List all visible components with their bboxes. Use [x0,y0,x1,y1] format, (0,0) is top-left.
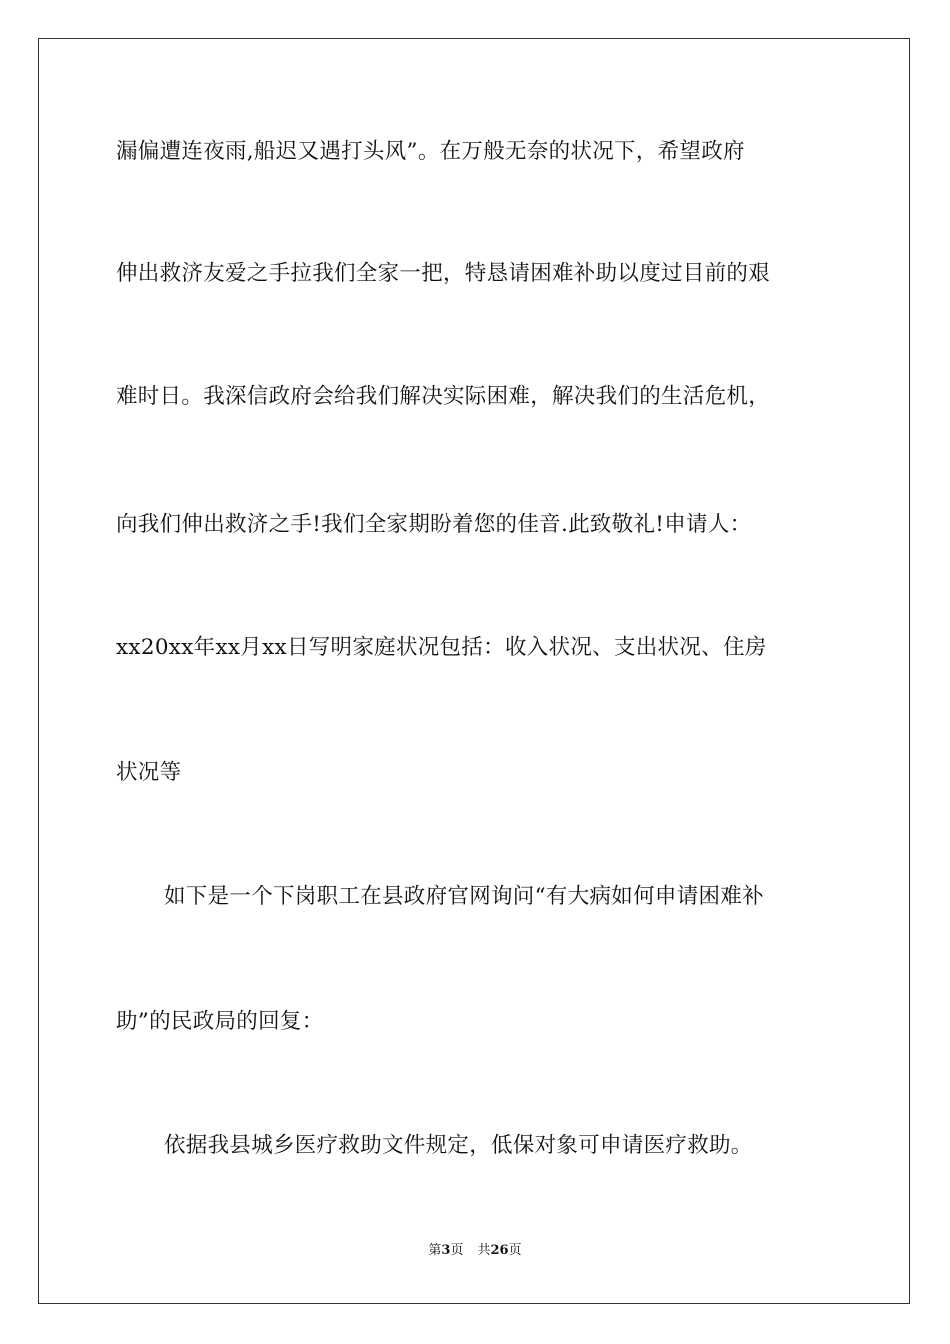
body-line-7: 如下是一个下岗职工在县政府官网询问“有大病如何申请困难补 [164,884,764,909]
body-line-1: 漏偏遭连夜雨,船迟又遇打头风”。在万般无奈的状况下，希望政府 [116,139,745,164]
footer-total-suffix: 页 [508,1243,522,1258]
body-line-4: 向我们伸出救济之手!我们全家期盼着您的佳音.此致敬礼!申请人： [116,512,752,537]
footer-total-pages: 26 [490,1243,509,1258]
footer-page-suffix: 页 [450,1243,464,1258]
body-line-8: 助”的民政局的回复： [116,1009,324,1034]
page-border [38,38,910,1304]
body-line-6: 状况等 [116,760,182,785]
footer-page-prefix: 第 [428,1243,442,1258]
footer-total-prefix: 共 [477,1243,491,1258]
footer-page-number: 3 [441,1243,451,1258]
body-line-9: 依据我县城乡医疗救助文件规定，低保对象可申请医疗救助。 [164,1133,753,1158]
body-line-2: 伸出救济友爱之手拉我们全家一把，特恳请困难补助以度过目前的艰 [116,261,771,286]
page-footer [0,1242,950,1260]
body-line-3: 难时日。我深信政府会给我们解决实际困难，解决我们的生活危机， [116,384,771,409]
body-line-5: xx20xx年xx月xx日写明家庭状况包括：收入状况、支出状况、住房 [116,635,767,660]
